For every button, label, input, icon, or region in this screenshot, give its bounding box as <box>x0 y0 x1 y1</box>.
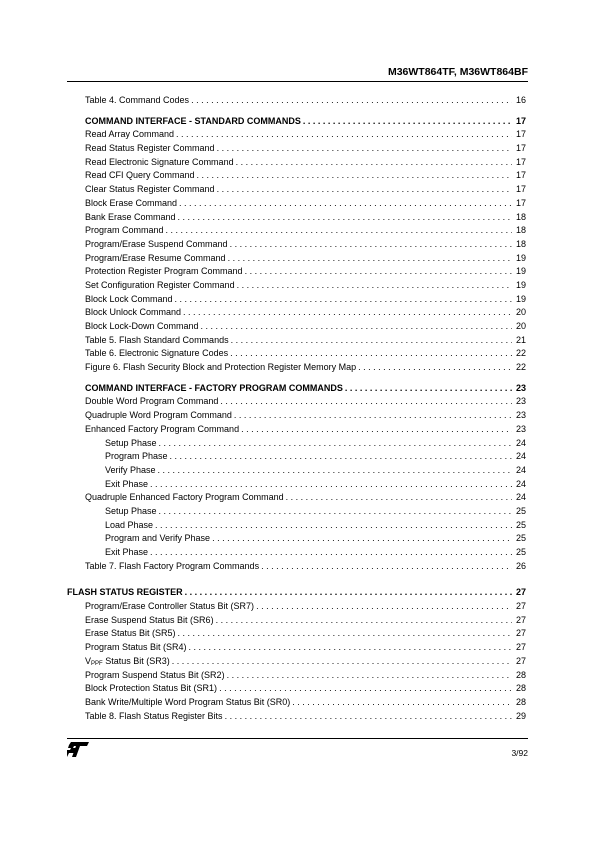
toc-entry[interactable] <box>0 306 526 320</box>
toc-leader-dots <box>175 293 512 307</box>
toc-entry-label: FLASH STATUS REGISTER <box>67 587 183 598</box>
toc-entry[interactable] <box>0 252 526 266</box>
toc-leader-dots <box>245 265 512 279</box>
toc-entry[interactable] <box>0 627 526 641</box>
toc-entry[interactable] <box>0 696 526 710</box>
page-number: 3/92 <box>511 748 528 758</box>
toc-leader-dots <box>150 478 512 492</box>
toc-leader-dots <box>185 586 512 600</box>
toc-entry-label: Block Lock Command <box>85 293 173 304</box>
toc-leader-dots <box>159 505 512 519</box>
toc-entry-label: Block Protection Status Bit (SR1) <box>85 683 218 694</box>
toc-leader-dots <box>230 238 512 252</box>
toc-leader-dots <box>237 279 512 293</box>
section-gap <box>0 108 595 115</box>
toc-leader-dots <box>345 382 512 396</box>
toc-entry[interactable] <box>0 641 526 655</box>
toc-entry[interactable] <box>0 560 526 574</box>
toc-entry-page: 19 <box>515 293 526 304</box>
toc-entry-page: 28 <box>515 683 526 694</box>
toc-entry[interactable] <box>0 669 526 683</box>
toc-entry-page: 24 <box>515 451 526 462</box>
toc-entry-page: 25 <box>515 547 526 557</box>
toc-leader-dots <box>241 423 512 437</box>
toc-entry[interactable] <box>0 382 526 396</box>
toc-entry-page: 25 <box>515 519 526 530</box>
toc-leader-dots <box>236 156 512 170</box>
toc-leader-dots <box>159 437 512 451</box>
toc-entry-label: Program/Erase Resume Command <box>85 252 226 263</box>
toc-leader-dots <box>219 682 512 696</box>
toc-entry-label: Program Command <box>85 225 164 236</box>
toc-entry[interactable] <box>0 464 526 478</box>
toc-entry-label: COMMAND INTERFACE - FACTORY PROGRAM COMMANDS <box>85 382 343 393</box>
toc-leader-dots <box>155 519 512 533</box>
toc-entry-page: 24 <box>515 437 526 448</box>
toc-entry[interactable] <box>0 491 526 505</box>
toc-leader-dots <box>166 224 512 238</box>
toc-entry-page: 28 <box>515 669 526 680</box>
toc-leader-dots <box>216 614 512 628</box>
toc-entry[interactable] <box>0 600 526 614</box>
toc-leader-dots <box>172 655 512 669</box>
toc-entry-label: $V_{PPF}$ Status Bit (SR3) <box>85 655 170 667</box>
toc-entry-label: Protection Register Program Command <box>85 266 243 277</box>
toc-entry-label: Erase Suspend Status Bit (SR6) <box>85 614 214 625</box>
toc-entry[interactable] <box>0 682 526 696</box>
toc-entry-page: 17 <box>515 197 526 208</box>
toc-leader-dots <box>256 600 512 614</box>
toc-entry-page: 18 <box>515 211 526 222</box>
toc-entry-page: 26 <box>515 560 526 571</box>
toc-entry-page: 27 <box>515 601 526 612</box>
toc-leader-dots <box>158 464 512 478</box>
toc-entry[interactable] <box>0 238 526 252</box>
table-of-contents <box>0 94 595 723</box>
toc-leader-dots <box>176 128 512 142</box>
toc-leader-dots <box>183 306 512 320</box>
toc-entry-page: 25 <box>515 533 526 544</box>
toc-entry-label: Set Configuration Register Command <box>85 279 235 290</box>
toc-leader-dots <box>217 142 512 156</box>
toc-entry-label: Read Electronic Signature Command <box>85 156 234 167</box>
toc-entry-page: 29 <box>515 710 526 721</box>
toc-leader-dots <box>228 252 512 266</box>
toc-entry[interactable] <box>0 94 526 108</box>
toc-leader-dots <box>178 627 512 641</box>
toc-entry[interactable] <box>0 347 526 361</box>
toc-entry-page: 27 <box>515 587 526 598</box>
toc-entry-label: Program/Erase Suspend Command <box>85 238 228 249</box>
toc-entry-label: Setup Phase <box>105 437 157 448</box>
toc-entry-label: Program Phase <box>105 451 168 462</box>
toc-entry-label: Program Status Bit (SR4) <box>85 642 187 653</box>
toc-entry-page: 19 <box>515 266 526 277</box>
toc-entry-label: Quadruple Enhanced Factory Program Command <box>85 492 284 503</box>
toc-entry-label: Verify Phase <box>105 464 156 475</box>
toc-entry[interactable] <box>0 293 526 307</box>
toc-entry[interactable] <box>0 532 526 546</box>
footer-rule <box>67 738 528 739</box>
toc-entry-label: Exit Phase <box>105 547 149 557</box>
toc-entry-page: 21 <box>515 334 526 345</box>
toc-entry-page: 17 <box>515 170 526 181</box>
toc-entry-label: Table 7. Flash Factory Program Commands <box>85 560 260 571</box>
toc-entry-page: 19 <box>515 279 526 290</box>
toc-leader-dots <box>231 334 512 348</box>
toc-entry-label: Table 8. Flash Status Register Bits <box>85 710 223 721</box>
toc-entry[interactable] <box>0 409 526 423</box>
toc-entry[interactable] <box>0 655 526 669</box>
toc-leader-dots <box>225 710 512 724</box>
toc-leader-dots <box>178 211 512 225</box>
toc-entry-label: Load Phase <box>105 519 154 530</box>
toc-entry-label: Figure 6. Flash Security Block and Protection Register Memory Map <box>85 362 357 373</box>
toc-entry-page: 25 <box>515 505 526 516</box>
toc-leader-dots <box>292 696 512 710</box>
toc-leader-dots <box>220 395 512 409</box>
toc-entry[interactable] <box>0 169 526 183</box>
toc-entry-label: Erase Status Bit (SR5) <box>85 628 176 639</box>
toc-entry-page: 23 <box>515 423 526 434</box>
toc-leader-dots <box>230 347 512 361</box>
toc-entry-label: Table 6. Electronic Signature Codes <box>85 348 229 359</box>
toc-entry[interactable] <box>0 586 526 600</box>
st-logo-icon <box>67 742 89 757</box>
toc-entry-page: 20 <box>515 307 526 318</box>
toc-entry-label: Read Status Register Command <box>85 143 215 154</box>
toc-entry-page: 27 <box>515 642 526 653</box>
toc-entry-page: 17 <box>515 156 526 167</box>
toc-entry-page: 27 <box>515 628 526 639</box>
toc-leader-dots <box>358 361 512 375</box>
toc-entry-label: Read Array Command <box>85 129 175 140</box>
toc-entry-label: Block Unlock Command <box>85 307 182 318</box>
toc-entry-label: Block Lock-Down Command <box>85 321 199 331</box>
toc-entry-page: 27 <box>515 614 526 625</box>
toc-leader-dots <box>227 669 512 683</box>
toc-entry[interactable] <box>0 197 526 211</box>
toc-entry[interactable] <box>0 710 526 724</box>
toc-entry-page: 24 <box>515 492 526 503</box>
toc-leader-dots <box>212 532 512 546</box>
toc-entry-page: 27 <box>515 655 526 666</box>
toc-entry-label: Table 4. Command Codes <box>85 95 190 105</box>
toc-entry-page: 19 <box>515 252 526 263</box>
toc-entry-page: 23 <box>515 410 526 421</box>
toc-entry-label: Quadruple Word Program Command <box>85 410 232 421</box>
toc-entry-label: Program Suspend Status Bit (SR2) <box>85 669 225 680</box>
toc-leader-dots <box>201 320 512 334</box>
toc-entry-label: Program and Verify Phase <box>105 533 211 544</box>
toc-entry[interactable] <box>0 478 526 492</box>
toc-entry-page: 24 <box>515 478 526 489</box>
toc-entry[interactable] <box>0 437 526 451</box>
toc-entry[interactable] <box>0 614 526 628</box>
toc-entry-label: COMMAND INTERFACE - STANDARD COMMANDS <box>85 115 301 126</box>
toc-entry[interactable] <box>0 546 526 560</box>
toc-leader-dots <box>303 115 512 129</box>
header-rule <box>67 81 528 82</box>
toc-leader-dots <box>234 409 512 423</box>
toc-entry-page: 24 <box>515 464 526 475</box>
toc-entry-page: 17 <box>515 184 526 195</box>
toc-entry-label: Table 5. Flash Standard Commands <box>85 334 229 345</box>
toc-entry-label: Program/Erase Controller Status Bit (SR7) <box>85 601 255 612</box>
toc-entry[interactable] <box>0 450 526 464</box>
toc-entry-label: Enhanced Factory Program Command <box>85 423 240 434</box>
toc-entry[interactable] <box>0 224 526 238</box>
toc-entry-page: 28 <box>515 696 526 707</box>
toc-entry-label: Setup Phase <box>105 505 157 516</box>
toc-entry-label: Double Word Program Command <box>85 396 219 407</box>
section-gap <box>0 573 595 586</box>
toc-leader-dots <box>191 94 512 108</box>
toc-entry-page: 16 <box>515 95 526 105</box>
toc-entry[interactable] <box>0 211 526 225</box>
toc-entry-page: 18 <box>515 225 526 236</box>
toc-entry[interactable] <box>0 265 526 279</box>
toc-leader-dots <box>217 183 512 197</box>
toc-entry[interactable] <box>0 423 526 437</box>
toc-entry-label: Read CFI Query Command <box>85 170 195 181</box>
toc-entry[interactable] <box>0 395 526 409</box>
toc-entry-page: 22 <box>515 362 526 373</box>
toc-leader-dots <box>286 491 512 505</box>
toc-entry-label: Clear Status Register Command <box>85 184 215 195</box>
toc-leader-dots <box>170 450 512 464</box>
toc-entry[interactable] <box>0 361 526 375</box>
toc-leader-dots <box>261 560 512 574</box>
toc-entry[interactable] <box>0 505 526 519</box>
toc-entry[interactable] <box>0 519 526 533</box>
toc-entry[interactable] <box>0 128 526 142</box>
toc-entry[interactable] <box>0 142 526 156</box>
toc-entry-page: 17 <box>515 129 526 140</box>
toc-leader-dots <box>179 197 512 211</box>
toc-entry-label: Block Erase Command <box>85 197 178 208</box>
toc-leader-dots <box>150 546 512 560</box>
toc-entry-page: 17 <box>515 115 526 126</box>
toc-entry-label: Exit Phase <box>105 478 149 489</box>
toc-leader-dots <box>197 169 512 183</box>
toc-entry-label: Bank Erase Command <box>85 211 176 222</box>
toc-entry-page: 23 <box>515 382 526 393</box>
section-gap <box>0 375 595 382</box>
toc-entry[interactable] <box>0 115 526 129</box>
toc-entry-page: 22 <box>515 348 526 359</box>
toc-entry-page: 20 <box>515 321 526 331</box>
toc-entry[interactable] <box>0 183 526 197</box>
toc-entry[interactable] <box>0 334 526 348</box>
document-header-title: M36WT864TF, M36WT864BF <box>387 66 528 78</box>
toc-entry[interactable] <box>0 320 526 334</box>
toc-entry-page: 23 <box>515 396 526 407</box>
toc-entry-label: Bank Write/Multiple Word Program Status Bit (SR0) <box>85 696 291 707</box>
toc-entry-page: 17 <box>515 143 526 154</box>
toc-entry[interactable] <box>0 156 526 170</box>
toc-leader-dots <box>189 641 512 655</box>
toc-entry-page: 18 <box>515 238 526 249</box>
toc-entry[interactable] <box>0 279 526 293</box>
